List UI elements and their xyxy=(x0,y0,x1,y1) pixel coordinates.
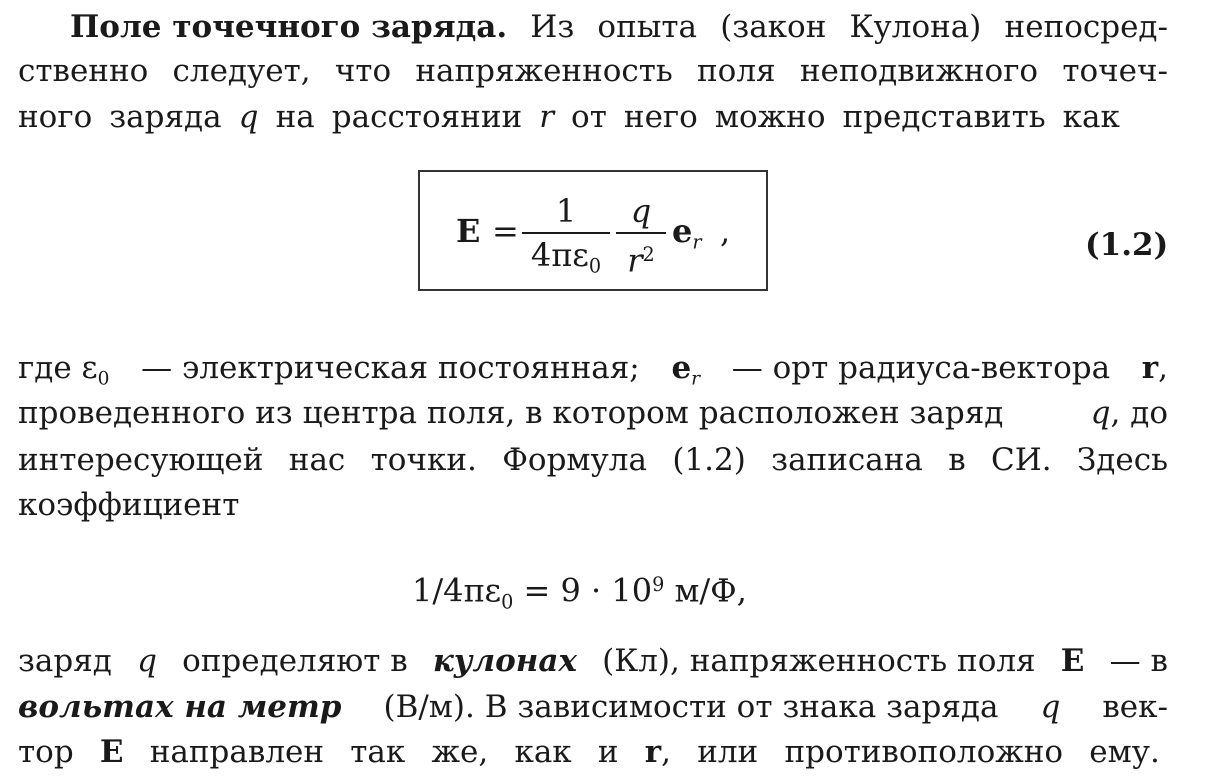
subscript: 0 xyxy=(501,590,514,614)
unit-vector-er xyxy=(672,212,702,254)
text-fragment: проведенного из центра поля, в котором расположен заряд xyxy=(18,395,1004,431)
word: СИ. xyxy=(991,442,1052,478)
text: , xyxy=(661,734,671,770)
paragraph2-line3 xyxy=(18,438,1168,482)
emphasis-term: кулонах xyxy=(432,643,577,679)
vector-r: r xyxy=(644,734,662,770)
variable-q: q xyxy=(238,99,259,135)
word: точеч- xyxy=(1062,53,1168,89)
comma: , xyxy=(720,212,731,250)
equals-sign: = xyxy=(492,212,519,250)
word: него xyxy=(623,99,698,135)
word: (закон xyxy=(720,9,827,45)
word: что xyxy=(334,53,392,89)
word: можно xyxy=(714,99,826,135)
text-fragment: определяют в xyxy=(182,643,408,679)
field-vector-E: E xyxy=(456,212,481,250)
paragraph1-line3 xyxy=(18,95,1120,139)
text-fragment: — в xyxy=(1109,643,1168,679)
superscript: 9 xyxy=(652,573,665,596)
superscript: 2 xyxy=(642,243,655,266)
fraction-denominator xyxy=(616,234,666,282)
subscript: r xyxy=(691,368,701,390)
variable-q: q xyxy=(1090,395,1111,431)
paragraph2-line4 xyxy=(18,483,1168,527)
word: же, xyxy=(431,734,489,770)
text-fragment: заряд xyxy=(18,643,112,679)
word: на xyxy=(275,99,315,135)
word: интересующей xyxy=(18,442,264,478)
paragraph2-line2 xyxy=(18,391,1168,435)
paragraph1-line1 xyxy=(70,5,1168,49)
word: ственно xyxy=(18,53,149,89)
symbol: r xyxy=(1141,350,1159,386)
paragraph1-line2 xyxy=(18,49,1168,93)
word: непосред- xyxy=(1004,9,1168,45)
word: от xyxy=(571,99,607,135)
denominator-text: r xyxy=(627,241,643,280)
word: расстоянии xyxy=(331,99,523,135)
text: = 9 · 10 xyxy=(513,571,653,610)
paragraph3-line3 xyxy=(18,730,1160,774)
unit-vector-symbol: e xyxy=(672,212,693,250)
text: где ε xyxy=(18,350,98,386)
emphasis-term: вольтах на метр xyxy=(18,689,342,725)
word: тор xyxy=(18,734,74,770)
subscript: r xyxy=(692,230,702,254)
word: Здесь xyxy=(1076,442,1168,478)
coefficient-formula xyxy=(412,563,747,624)
variable-q: q xyxy=(137,643,157,679)
word: направлен xyxy=(149,734,325,770)
word: неподвижного xyxy=(799,53,1039,89)
fraction-numerator: q xyxy=(630,192,652,230)
text: , до xyxy=(1110,395,1168,431)
variable-r: r xyxy=(539,99,555,135)
word: ему. xyxy=(1089,734,1160,770)
equation-number: (1.2) xyxy=(1085,227,1169,263)
fraction-q-over-r2 xyxy=(616,190,666,282)
word: Формула xyxy=(502,442,647,478)
vector-E: E xyxy=(99,734,124,770)
text-fragment: (Кл), напряженность поля xyxy=(602,643,1036,679)
vector-E: E xyxy=(1060,643,1085,679)
text-fragment xyxy=(1091,391,1168,435)
subscript: 0 xyxy=(588,254,602,278)
word: коэффициент xyxy=(18,487,240,523)
subscript: 0 xyxy=(97,368,110,390)
word: или xyxy=(697,734,759,770)
symbol: e xyxy=(671,350,692,386)
denominator-text: 4πε xyxy=(530,236,589,274)
word: представить xyxy=(842,99,1046,135)
word: в xyxy=(948,442,966,478)
word: следует, xyxy=(172,53,311,89)
word: как xyxy=(1062,99,1120,135)
text-fragment: — орт радиуса-вектора xyxy=(731,350,1111,386)
word: напряженность xyxy=(415,53,673,89)
text-fragment: — электрическая постоянная; xyxy=(141,350,640,386)
word: (1.2) xyxy=(672,442,746,478)
text-fragment: век- xyxy=(1102,689,1168,725)
text: м/Ф, xyxy=(664,571,747,610)
word: противоположно xyxy=(784,734,1064,770)
fraction-denominator xyxy=(522,234,610,288)
word: опыта xyxy=(597,9,698,45)
word: поля xyxy=(697,53,776,89)
word: Кулона) xyxy=(849,9,982,45)
text-fragment: (В/м). В зависимости от знака заряда xyxy=(383,689,999,725)
word: нас xyxy=(288,442,346,478)
paragraph3-line2 xyxy=(18,685,1168,729)
boxed-formula xyxy=(418,170,768,291)
section-heading: Поле точечного заряда. xyxy=(70,9,508,45)
word: записана xyxy=(771,442,923,478)
word: и xyxy=(597,734,619,770)
word: заряда xyxy=(109,99,222,135)
word: ного xyxy=(18,99,93,135)
text: 1/4πε xyxy=(412,571,502,610)
variable-q: q xyxy=(1040,689,1061,725)
word: так xyxy=(350,734,406,770)
text-fragment xyxy=(645,730,671,774)
fraction-coefficient xyxy=(522,190,610,288)
fraction-numerator: 1 xyxy=(555,192,577,230)
text: , xyxy=(1158,350,1168,386)
word: как xyxy=(514,734,572,770)
word: Из xyxy=(530,9,575,45)
paragraph3-line1 xyxy=(18,639,1168,683)
word: точки. xyxy=(370,442,477,478)
